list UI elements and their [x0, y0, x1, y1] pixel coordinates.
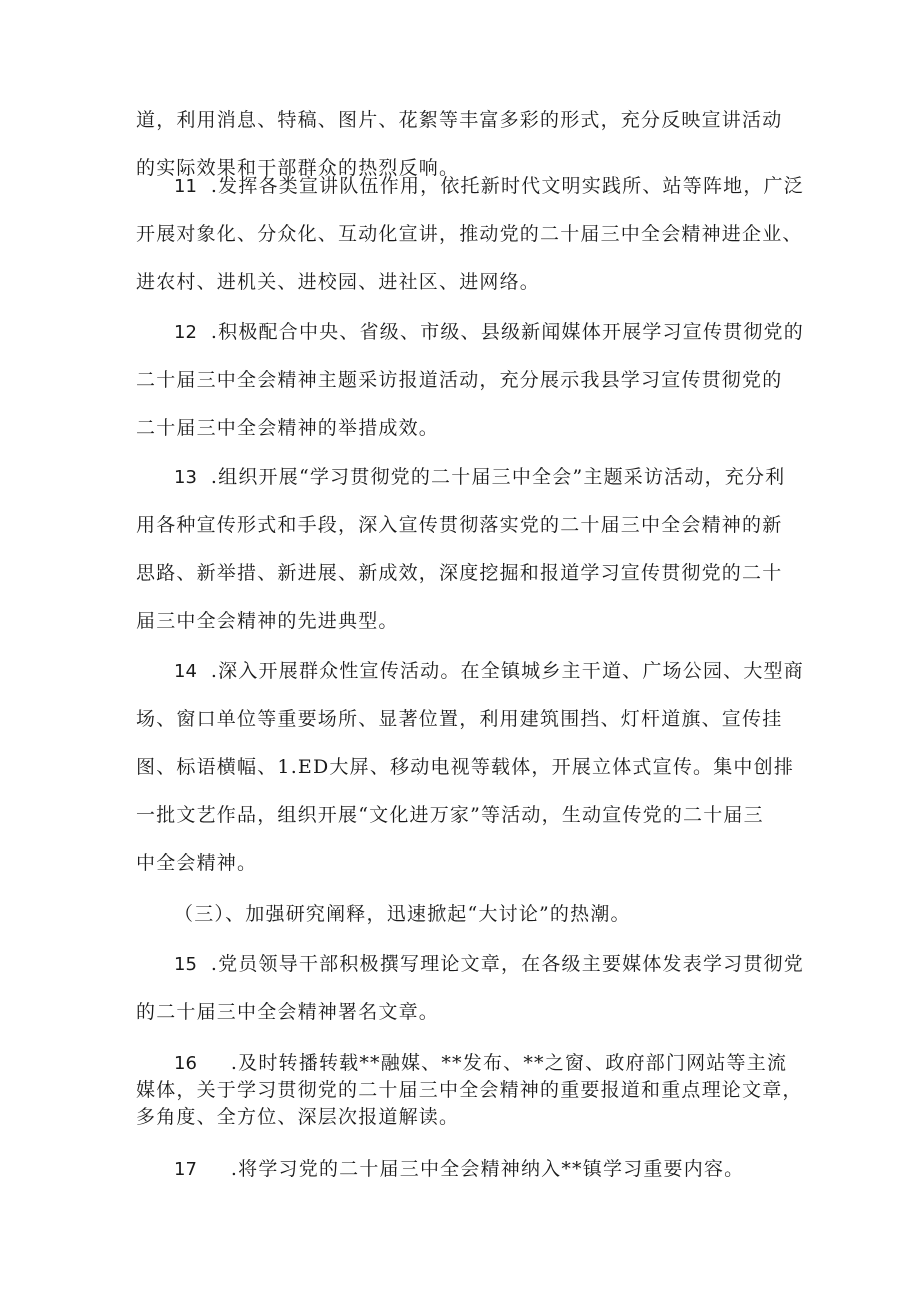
paragraph-item-14	[136, 647, 804, 887]
paragraph-line: 届三中全会精神的先进典型。	[136, 610, 399, 632]
paragraph-line: 二十届三中全会精神的举措成效。	[136, 417, 440, 439]
paragraph-item-12	[136, 308, 804, 452]
paragraph-line: 用各种宣传形式和手段，深入宣传贯彻落实党的二十届三中全会精神的新	[136, 514, 783, 536]
paragraph-line: 的实际效果和干部群众的热烈反响。	[136, 157, 460, 179]
item-number: 14	[174, 661, 197, 682]
section-heading: （三）、加强研究阐释，迅速掀起“大讨论”的热潮。	[174, 903, 631, 925]
paragraph-line: .深入开展群众性宣传活动。在全镇城乡主干道、广场公园、大型商	[210, 660, 804, 682]
paragraph-line: 开展对象化、分众化、互动化宣讲，推动党的二十届三中全会精神进企业、	[136, 223, 803, 245]
item-number: 13	[174, 467, 197, 488]
item-number: 17	[174, 1159, 197, 1180]
paragraph-line: 媒体，关于学习贯彻党的二十届三中全会精神的重要报道和重点理论文章，	[136, 1079, 803, 1101]
item-number: 12	[174, 322, 197, 343]
paragraph-line: 图、标语横幅、1.ED大屏、移动电视等载体，开展立体式宣传。集中创排	[136, 756, 795, 778]
item-number: 15	[174, 954, 197, 975]
paragraph-line: .发挥各类宣讲队伍作用，依托新时代文明实践所、站等阵地，广泛	[210, 175, 804, 197]
paragraph-line: 进农村、进机关、进校园、进社区、进网络。	[136, 271, 541, 293]
paragraph-line: 场、窗口单位等重要场所、显著位置，利用建筑围挡、灯杆道旗、宣传挂	[136, 708, 783, 730]
paragraph-item-13	[136, 453, 796, 645]
paragraph-line: 二十届三中全会精神主题采访报道活动，充分展示我县学习宣传贯彻党的	[136, 369, 783, 391]
paragraph-line: .将学习党的二十届三中全会精神纳入**镇学习重要内容。	[230, 1158, 745, 1180]
paragraph-line: 道，利用消息、特稿、图片、花絮等丰富多彩的形式，充分反映宣讲活动	[136, 109, 783, 131]
paragraph-item-11	[136, 162, 804, 306]
paragraph-line: .积极配合中央、省级、市级、县级新闻媒体开展学习宣传贯彻党的	[210, 321, 804, 343]
section-heading-3	[136, 890, 796, 938]
paragraph-line: .党员领导干部积极撰写理论文章，在各级主要媒体发表学习贯彻党	[210, 953, 804, 975]
paragraph-line: 多角度、全方位、深层次报道解读。	[136, 1106, 460, 1128]
paragraph-line: 的二十届三中全会精神署名文章。	[136, 1001, 440, 1023]
paragraph-item-17	[136, 1145, 796, 1193]
paragraph-item-15	[136, 940, 804, 1036]
paragraph-line: 中全会精神。	[136, 852, 258, 874]
paragraph-line: .组织开展“学习贯彻党的二十届三中全会”主题采访活动，充分利	[210, 466, 786, 488]
paragraph-item-16	[136, 1050, 803, 1131]
item-number: 11	[174, 176, 197, 197]
paragraph-line: 思路、新举措、新进展、新成效，深度挖掘和报道学习宣传贯彻党的二十	[136, 562, 783, 584]
paragraph-line: .及时转播转载**融媒、**发布、**之窗、政府部门网站等主流	[230, 1052, 788, 1074]
item-number: 16	[174, 1053, 197, 1074]
paragraph-line: 一批文艺作品，组织开展“文化进万家”等活动，生动宣传党的二十届三	[136, 804, 764, 826]
